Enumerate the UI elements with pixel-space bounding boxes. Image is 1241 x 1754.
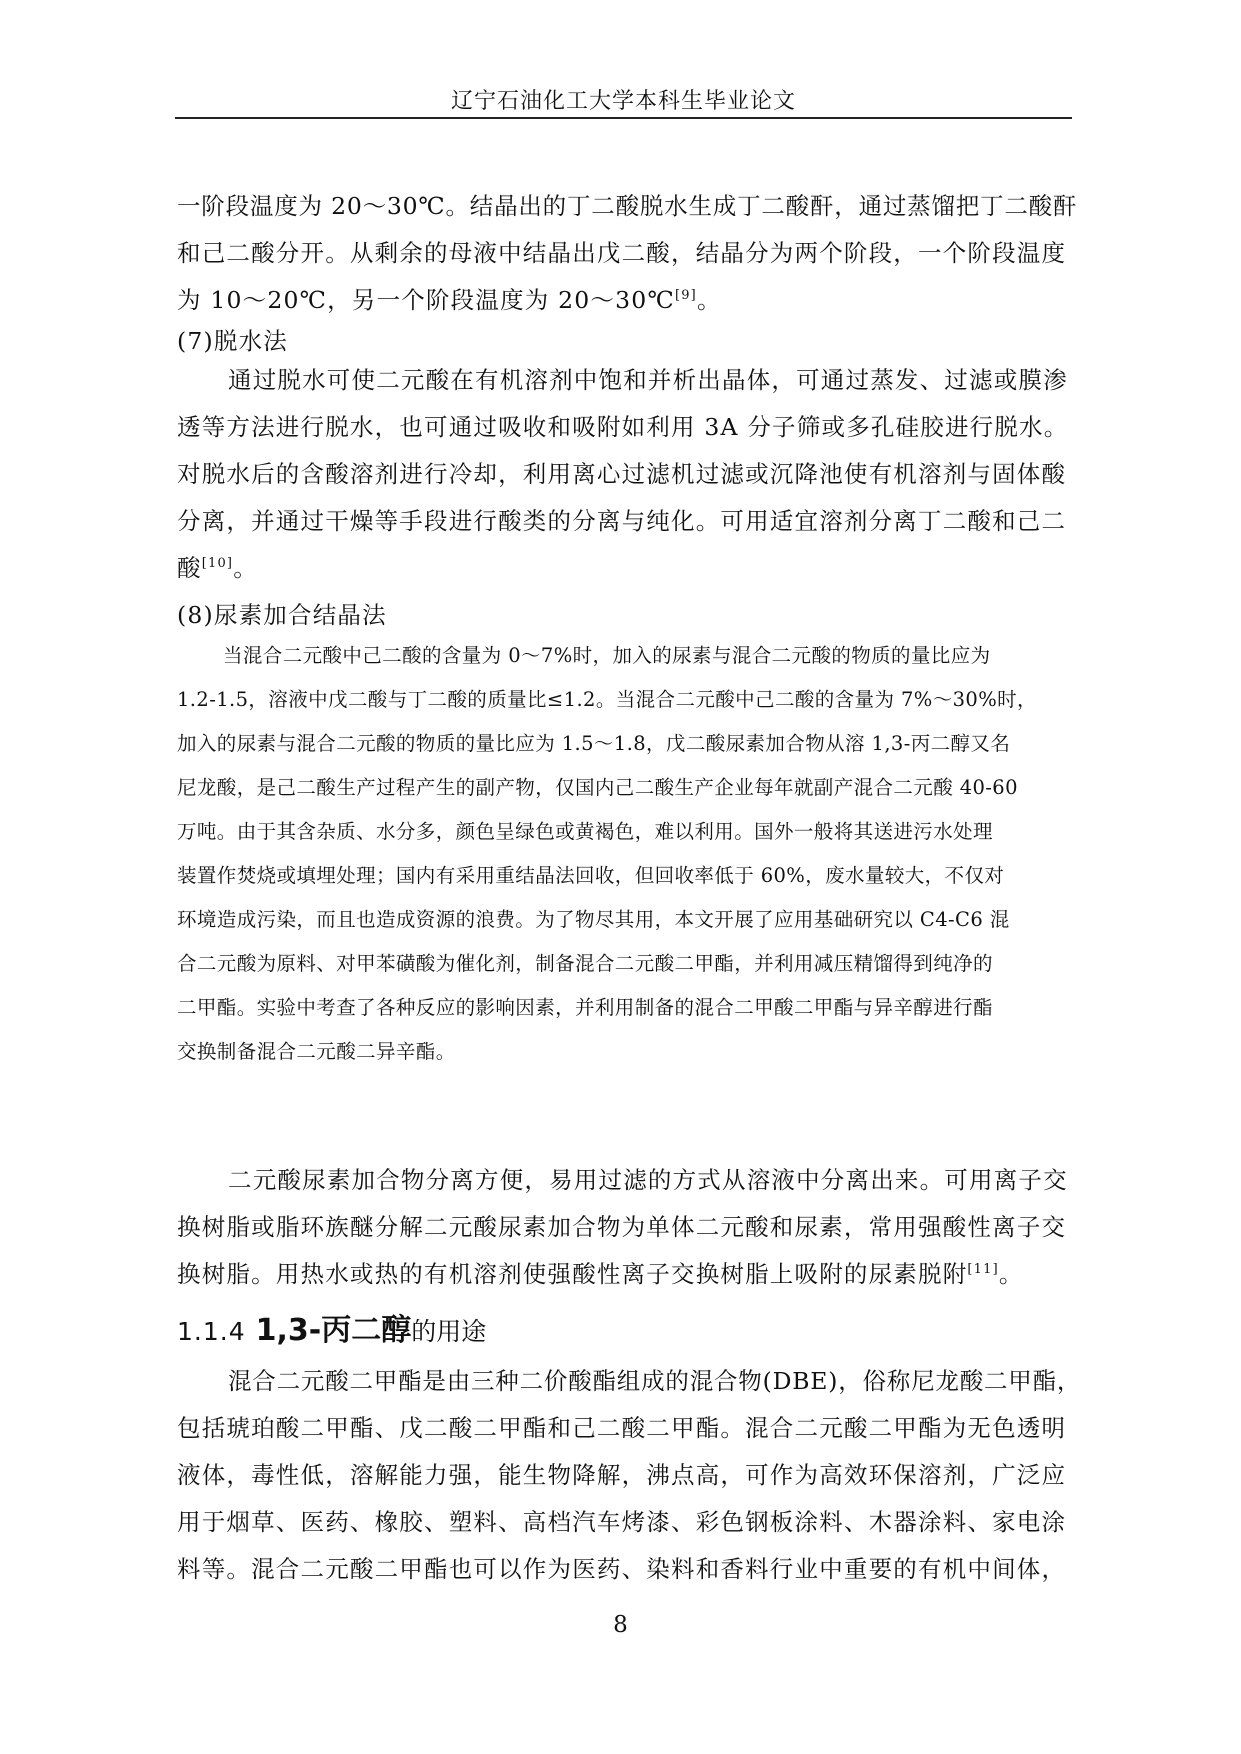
text-line: 包括琥珀酸二甲酯、戊二酸二甲酯和己二酸二甲酯。混合二元酸二甲酯为无色透明 xyxy=(177,1414,1067,1442)
text-line: 加入的尿素与混合二元酸的物质的量比应为 1.5～1.8，戊二酸尿素加合物从溶 1,3-丙二醇又名 xyxy=(177,732,1011,755)
section-title-bold: 1,3-丙二醇 xyxy=(255,1313,412,1348)
text-line: 混合二元酸二甲酯是由三种二价酸酯组成的混合物(DBE)，俗称尼龙酸二甲酯， xyxy=(228,1367,1082,1395)
text-line: 料等。混合二元酸二甲酯也可以作为医药、染料和香料行业中重要的有机中间体， xyxy=(177,1555,1067,1583)
section-heading xyxy=(177,1305,486,1349)
text-run: 酸 xyxy=(177,554,202,582)
section-title-rest: 的用途 xyxy=(411,1317,487,1346)
text-line: 二元酸尿素加合物分离方便，易用过滤的方式从溶液中分离出来。可用离子交 xyxy=(228,1166,1068,1194)
text-line: 1.2-1.5，溶液中戊二酸与丁二酸的质量比≤1.2。当混合二元酸中己二酸的含量为 7%～30%时， xyxy=(177,688,1037,711)
text-line: 装置作焚烧或填埋处理；国内有采用重结晶法回收，但回收率低于 60%，废水量较大，不仅对 xyxy=(177,864,1005,887)
text-run: 。 xyxy=(696,286,722,314)
text-line: 尼龙酸，是己二酸生产过程产生的副产物，仅国内己二酸生产企业每年就副产混合二元酸 40-60 xyxy=(177,776,1018,799)
page-number: 8 xyxy=(613,1612,628,1638)
subheading: (8)尿素加合结晶法 xyxy=(177,601,387,629)
text-line: 交换制备混合二元酸二异辛酯。 xyxy=(177,1040,456,1063)
text-line: 透等方法进行脱水，也可通过吸收和吸附如利用 3A 分子筛或多孔硅胶进行脱水。 xyxy=(177,413,1069,441)
text-line: 当混合二元酸中己二酸的含量为 0～7%时，加入的尿素与混合二元酸的物质的量比应为 xyxy=(223,644,991,667)
text-line xyxy=(177,549,258,583)
text-line: 液体，毒性低，溶解能力强，能生物降解，沸点高，可作为高效环保溶剂，广泛应 xyxy=(177,1461,1067,1489)
text-line: 合二元酸为原料、对甲苯磺酸为催化剂，制备混合二元酸二甲酯，并利用减压精馏得到纯净的 xyxy=(177,952,993,975)
text-line: 万吨。由于其含杂质、水分多，颜色呈绿色或黄褐色，难以利用。国外一般将其送进污水处理 xyxy=(177,820,993,843)
text-line: 换树脂或脂环族醚分解二元酸尿素加合物为单体二元酸和尿素，常用强酸性离子交 xyxy=(177,1213,1067,1241)
text-line: 分离，并通过干燥等手段进行酸类的分离与纯化。可用适宜溶剂分离丁二酸和己二 xyxy=(177,507,1067,535)
text-run: 。 xyxy=(998,1260,1024,1288)
text-run: 为 10～20℃，另一个阶段温度为 20～30℃ xyxy=(177,286,675,314)
text-line: 环境造成污染，而且也造成资源的浪费。为了物尽其用，本文开展了应用基础研究以 C4-C6 混 xyxy=(177,908,1010,931)
text-line: 二甲酯。实验中考查了各种反应的影响因素，并利用制备的混合二甲酸二甲酯与异辛醇进行酯 xyxy=(177,996,993,1019)
text-line: 用于烟草、医药、橡胶、塑料、高档汽车烤漆、彩色钢板涂料、木器涂料、家电涂 xyxy=(177,1508,1067,1536)
citation-marker: [11] xyxy=(967,1262,999,1277)
text-run: 。 xyxy=(233,554,258,582)
text-line: 对脱水后的含酸溶剂进行冷却，利用离心过滤机过滤或沉降池使有机溶剂与固体酸 xyxy=(177,460,1067,488)
header-divider xyxy=(175,117,1072,119)
text-line xyxy=(177,281,722,315)
text-line: 通过脱水可使二元酸在有机溶剂中饱和并析出晶体，可通过蒸发、过滤或膜渗 xyxy=(228,366,1068,394)
text-line: 一阶段温度为 20～30℃。结晶出的丁二酸脱水生成丁二酸酐，通过蒸馏把丁二酸酐 xyxy=(177,192,1078,220)
section-number: 1.1.4 xyxy=(177,1317,246,1346)
text-line xyxy=(177,1255,1024,1289)
text-line: 和己二酸分开。从剩余的母液中结晶出戊二酸，结晶分为两个阶段，一个阶段温度 xyxy=(177,239,1067,267)
subheading: (7)脱水法 xyxy=(177,327,288,355)
citation-marker: [9] xyxy=(674,288,697,303)
citation-marker: [10] xyxy=(201,556,234,571)
text-run: 换树脂。用热水或热的有机溶剂使强酸性离子交换树脂上吸附的尿素脱附 xyxy=(177,1260,968,1288)
running-header: 辽宁石油化工大学本科生毕业论文 xyxy=(450,89,796,114)
